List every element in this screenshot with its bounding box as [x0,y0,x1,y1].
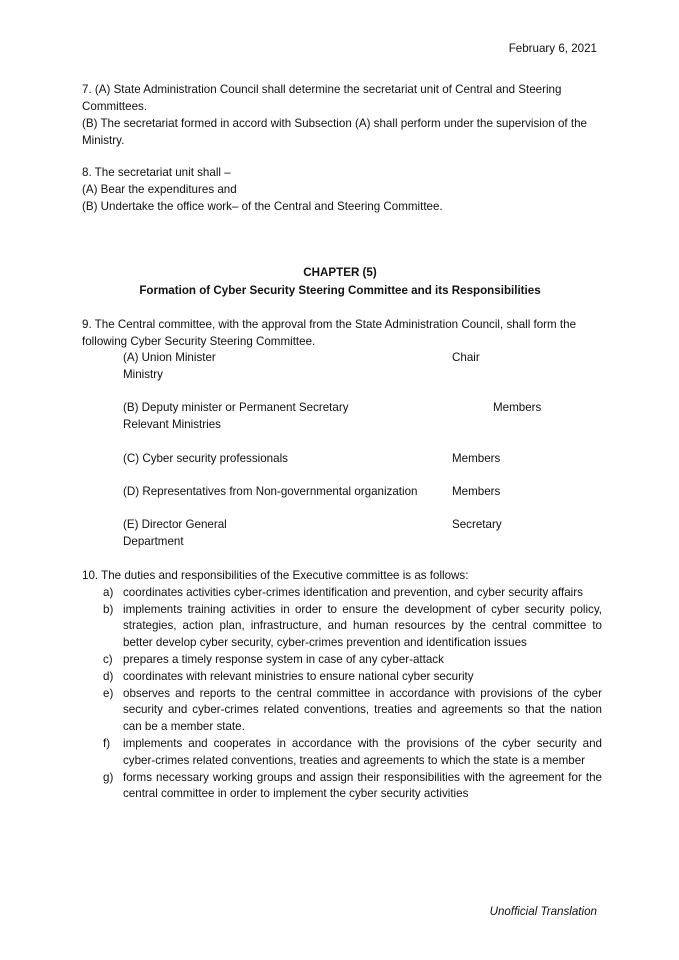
member-c-name: (C) Cyber security professionals [123,452,288,465]
member-b-role: Members [493,401,542,414]
duty-item-a [82,585,602,602]
member-d-name: (D) Representatives from Non-governmental organization [123,485,418,498]
member-a-name: (A) Union Minister [123,351,216,364]
duty-label: f) [103,736,111,750]
member-b-org: Relevant Ministries [123,418,221,431]
duty-label: g) [103,770,114,784]
duty-item-g [82,770,602,804]
chapter-number: CHAPTER (5) [303,266,377,279]
duty-item-f [82,736,602,770]
member-c-role: Members [452,452,501,465]
duty-item-e [82,686,602,736]
duty-label: d) [103,669,114,683]
member-e-role: Secretary [452,518,502,531]
section-9-intro: 9. The Central committee, with the approval from the State Administration Council, shall form the following Cyber Security Steering Committee. [82,318,577,348]
section-8-intro: 8. The secretariat unit shall – [82,166,231,179]
section-10 [82,568,602,803]
duty-text: prepares a timely response system in case of any cyber-attack [123,652,444,666]
member-d-role: Members [452,485,501,498]
duty-text: implements training activities in order to ensure the development of cyber security policy, strategies, action plan, infrastructure, and human resources by the central committee to better develop cyber security, cyber-crimes prevention and identification issues [123,602,602,650]
duty-label: c) [103,652,113,666]
duty-text: implements and cooperates in accordance with the provisions of the cyber security and cyber-crimes related conventions, treaties and agreements to which the state is a member [123,736,602,767]
section-7-a: 7. (A) State Administration Council shall determine the secretariat unit of Central and Steering Committees. [82,83,562,113]
footer-note: Unofficial Translation [489,905,597,918]
section-10-intro: 10. The duties and responsibilities of the Executive committee is as follows: [82,569,469,582]
duty-text: observes and reports to the central committee in accordance with provisions of the cyber security and cyber-crimes related conventions, treaties and agreements so that the nation can be a member state. [123,686,602,734]
duty-item-b [82,602,602,652]
member-e-org: Department [123,535,184,548]
duty-text: coordinates with relevant ministries to ensure national cyber security [123,669,474,683]
document-date: February 6, 2021 [508,42,597,55]
section-8-a: (A) Bear the expenditures and [82,183,237,196]
duty-label: b) [103,602,114,616]
duty-label: a) [103,585,114,599]
duty-text: coordinates activities cyber-crimes identification and prevention, and cyber security affairs [123,585,583,599]
section-8-b: (B) Undertake the office work– of the Central and Steering Committee. [82,200,443,213]
member-b-name: (B) Deputy minister or Permanent Secretary [123,401,349,414]
duty-item-c [82,652,602,669]
member-a-org: Ministry [123,368,163,381]
member-a-role: Chair [452,351,480,364]
section-7-b: (B) The secretariat formed in accord with Subsection (A) shall perform under the supervision of the Ministry. [82,117,587,147]
duty-item-d [82,669,602,686]
duty-label: e) [103,686,114,700]
duty-text: forms necessary working groups and assign their responsibilities with the agreement for the central committee in order to implement the cyber security activities [123,770,602,801]
member-e-name: (E) Director General [123,518,227,531]
chapter-title: Formation of Cyber Security Steering Committee and its Responsibilities [139,284,541,297]
